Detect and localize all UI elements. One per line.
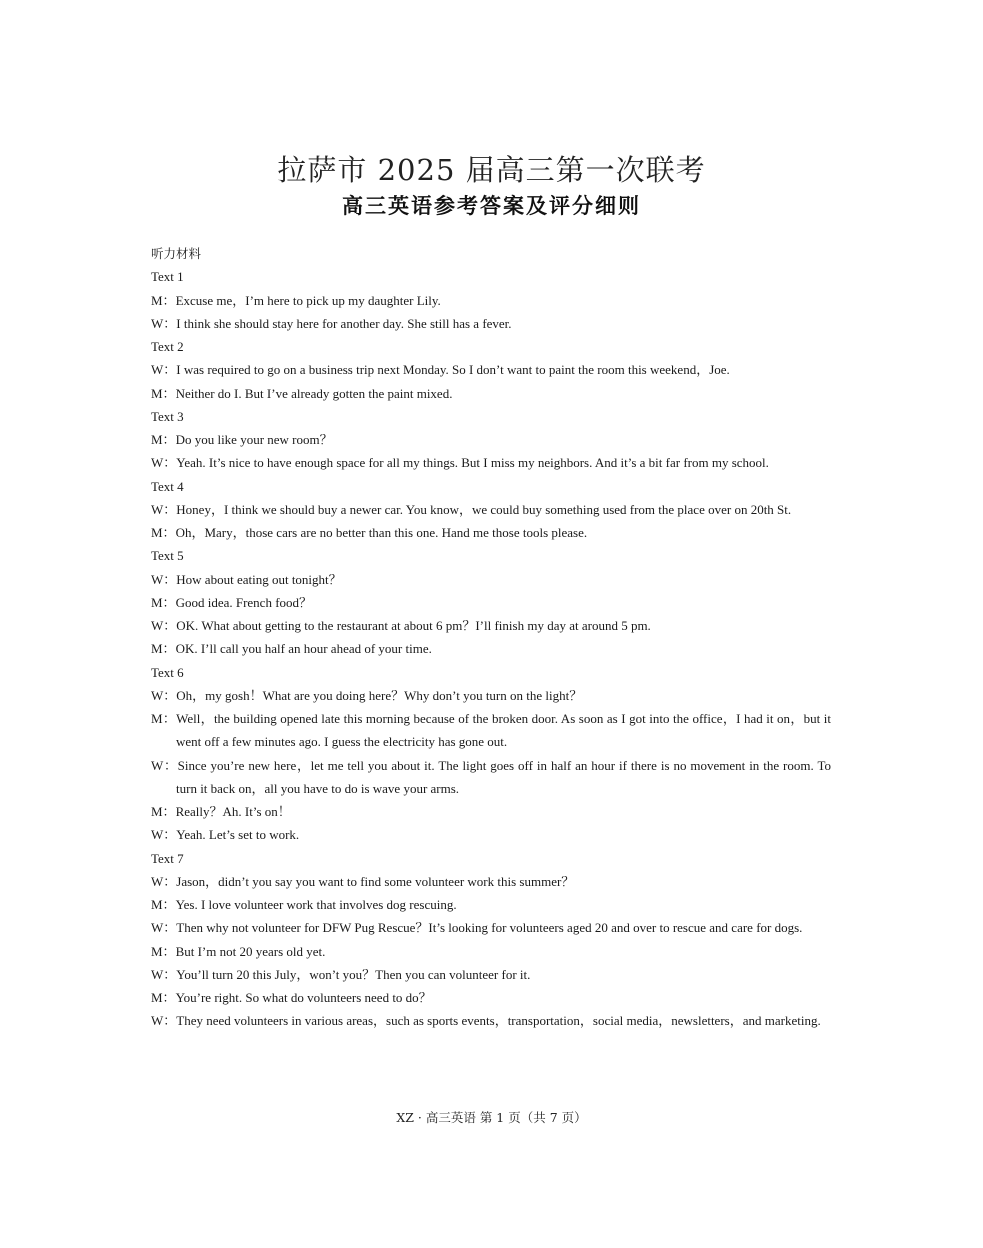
dialogue-line <box>151 1009 831 1032</box>
speaker-tag: M： <box>151 711 177 726</box>
page-footer: XZ · 高三英语 第 1 页（共 7 页） <box>396 1110 587 1125</box>
dialogue-line <box>151 637 831 660</box>
dialogue-line <box>151 521 831 544</box>
dialogue-line <box>151 451 831 474</box>
speaker-tag: M： <box>151 385 176 401</box>
speaker-tag: W： <box>151 827 177 843</box>
dialogue-line <box>151 916 831 939</box>
utterance-text: They need volunteers in various areas，such as sports events，transportation，social media，newsletters，and marketing. <box>176 1013 821 1029</box>
speaker-tag: W： <box>151 966 177 982</box>
text-label: Text 4 <box>151 478 184 494</box>
speaker-tag: W： <box>151 315 177 331</box>
text-label: Text 3 <box>151 408 184 424</box>
speaker-tag: M： <box>151 432 176 447</box>
utterance-text: Honey，I think we should buy a newer car. You know，we could buy something used from the place over on 20th St. <box>176 501 792 517</box>
speaker-tag: M： <box>151 990 176 1005</box>
utterance-text: Good idea. French food？ <box>175 594 313 610</box>
utterance-text: Neither do I. But I’ve already gotten the paint mixed. <box>175 385 453 401</box>
speaker-tag: W： <box>151 873 177 889</box>
section-heading: 听力材料 <box>151 246 202 261</box>
dialogue-line <box>151 591 831 614</box>
speaker-tag: M： <box>151 641 176 657</box>
utterance-text: OK. What about getting to the restaurant at about 6 pm？I’ll finish my day at around 5 pm. <box>176 618 651 633</box>
dialogue-line <box>151 498 831 521</box>
utterance-text: Yes. I love volunteer work that involves dog rescuing. <box>175 897 457 912</box>
dialogue-line <box>151 312 831 335</box>
transcript-block <box>151 475 831 545</box>
dialogue-line <box>151 754 831 801</box>
utterance-text: But I’m not 20 years old yet. <box>175 943 326 959</box>
dialogue-line <box>151 428 831 451</box>
page-title: 拉萨市 2025 届高三第一次联考 <box>277 153 706 187</box>
speaker-tag: W： <box>151 571 177 587</box>
transcript-block <box>151 544 831 660</box>
speaker-tag: M： <box>151 804 176 819</box>
utterance-text: You’re right. So what do volunteers need to do？ <box>175 990 432 1005</box>
utterance-text: Then why not volunteer for DFW Pug Rescue？It’s looking for volunteers aged 20 and over to rescue and care for dogs. <box>176 920 803 936</box>
dialogue-line <box>151 358 831 381</box>
speaker-tag: W： <box>151 1013 177 1029</box>
speaker-tag: W： <box>151 362 177 378</box>
utterance-text: You’ll turn 20 this July，won’t you？Then you can volunteer for it. <box>176 966 531 982</box>
utterance-text: OK. I’ll call you half an hour ahead of your time. <box>175 641 432 657</box>
text-label: Text 6 <box>151 664 184 680</box>
text-label: Text 1 <box>151 269 184 285</box>
transcript-block <box>151 847 831 1033</box>
utterance-text: Do you like your new room？ <box>175 432 333 447</box>
speaker-tag: W： <box>151 455 177 471</box>
dialogue-line <box>151 289 831 312</box>
speaker-tag: M： <box>151 292 176 308</box>
text-label: Text 2 <box>151 339 184 354</box>
utterance-text: Yeah. Let’s set to work. <box>176 827 300 843</box>
speaker-tag: M： <box>151 943 176 959</box>
page-subtitle: 高三英语参考答案及评分细则 <box>342 194 641 218</box>
utterance-text: I think she should stay here for another day. She still has a fever. <box>176 315 512 331</box>
transcript-block <box>151 335 831 405</box>
dialogue-line <box>151 986 831 1009</box>
utterance-text: Yeah. It’s nice to have enough space for all my things. But I miss my neighbors. And it’s a bit far from my school. <box>176 455 769 471</box>
utterance-text: Well，the building opened late this morning because of the broken door. As soon as I got into the office，I had it on，but it went off a few minutes ago. I guess the electricity has gone out. <box>176 711 831 750</box>
speaker-tag: W： <box>151 920 177 936</box>
transcript-block <box>151 265 831 335</box>
utterance-text: Jason，didn’t you say you want to find some volunteer work this summer？ <box>176 873 575 889</box>
utterance-text: Excuse me，I’m here to pick up my daughter Lily. <box>175 292 441 308</box>
dialogue-line <box>151 823 831 846</box>
dialogue-line <box>151 963 831 986</box>
speaker-tag: M： <box>151 594 176 610</box>
listening-material <box>151 242 831 1033</box>
utterance-text: Really？Ah. It’s on！ <box>175 804 291 819</box>
dialogue-line <box>151 568 831 591</box>
utterance-text: Oh，my gosh！What are you doing here？Why don’t you turn on the light？ <box>176 687 583 703</box>
transcript-block <box>151 661 831 847</box>
text-label: Text 7 <box>151 850 184 866</box>
speaker-tag: W： <box>151 501 177 517</box>
dialogue-line <box>151 800 831 823</box>
utterance-text: Since you’re new here，let me tell you about it. The light goes off in half an hour if there is no movement in the room. To turn it back on，all you have to do is wave your arms. <box>176 757 831 796</box>
dialogue-line <box>151 870 831 893</box>
dialogue-line <box>151 940 831 963</box>
dialogue-line <box>151 684 831 707</box>
speaker-tag: W： <box>151 757 178 773</box>
speaker-tag: W： <box>151 618 177 633</box>
dialogue-line <box>151 614 831 637</box>
speaker-tag: W： <box>151 687 177 703</box>
text-label: Text 5 <box>151 548 184 564</box>
speaker-tag: M： <box>151 525 176 540</box>
utterance-text: Oh，Mary，those cars are no better than this one. Hand me those tools please. <box>175 525 588 540</box>
dialogue-line <box>151 893 831 916</box>
dialogue-line <box>151 707 831 754</box>
utterance-text: How about eating out tonight？ <box>176 571 342 587</box>
utterance-text: I was required to go on a business trip next Monday. So I don’t want to paint the room this weekend，Joe. <box>176 362 730 378</box>
transcript-block <box>151 405 831 475</box>
speaker-tag: M： <box>151 897 176 912</box>
dialogue-line <box>151 382 831 405</box>
